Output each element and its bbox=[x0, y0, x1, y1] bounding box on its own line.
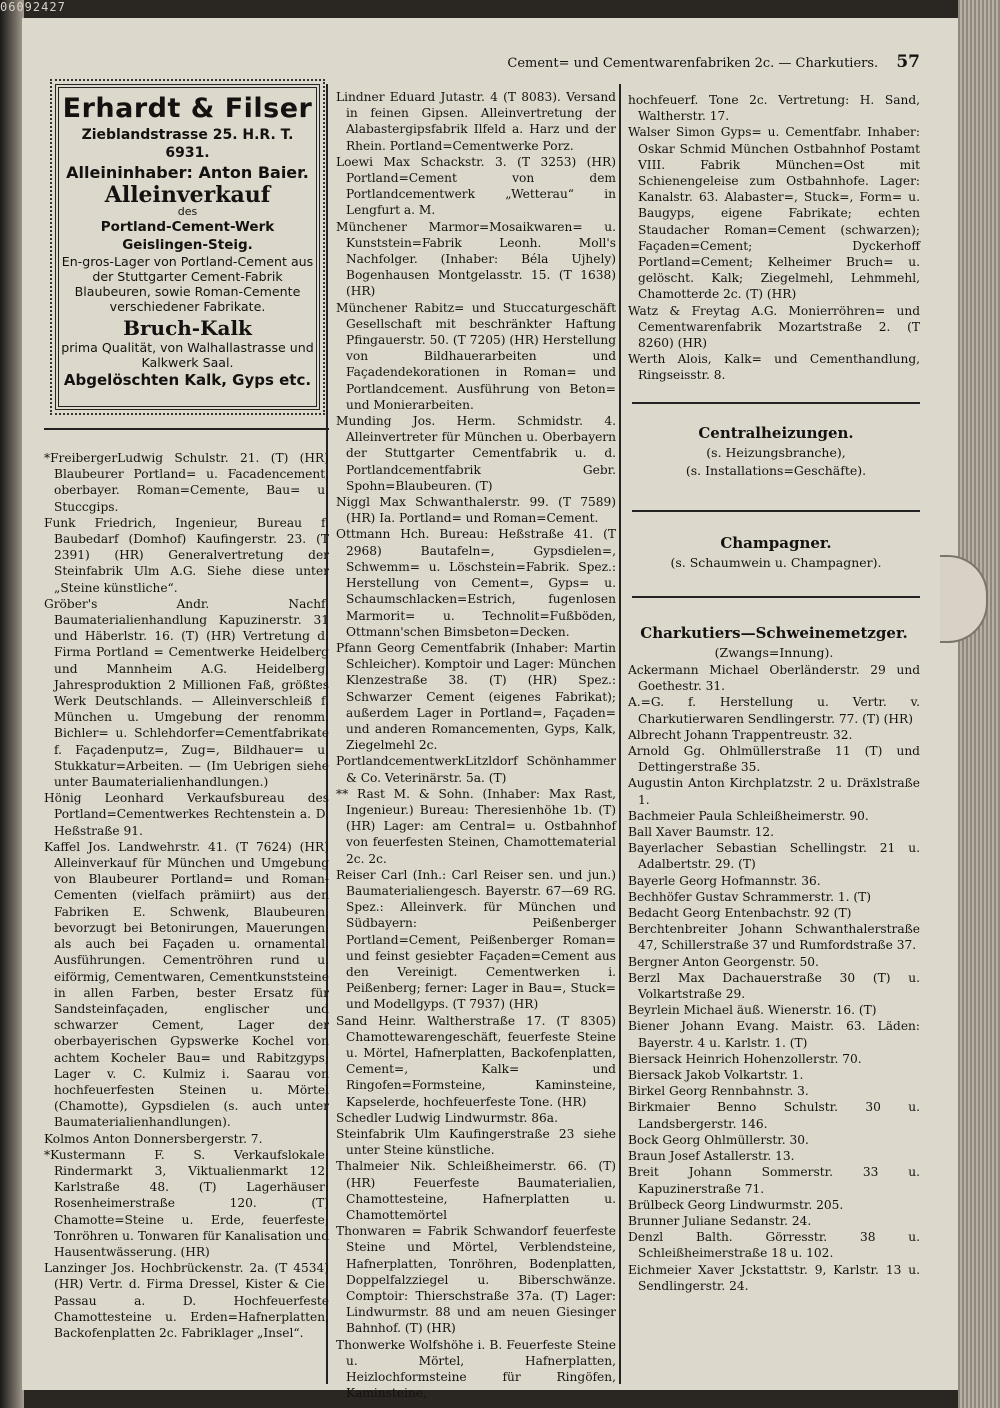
list-item: Pfann Georg Cementfabrik (Inhaber: Martin Schleicher). Komptoir und Lager: München Klenzestraße 38. (T) (HR) Spez.: Schwarzer Cement (eigenes Fabrikat); außerdem Lager in Portland=, Façaden= und anderen Romancementen, Gyps, Kalk, Ziegelmehl 2c. bbox=[336, 640, 616, 753]
list-item: *Kustermann F. S. Verkaufslokale: Rindermarkt 3, Viktualienmarkt 12, Karlstraße 48. (T) Lagerhäuser: Rosenheimerstraße 120. (T) Chamotte=Steine u. Erde, feuerfeste; Tonröhren u. Tonwaren für Kanalisation und Hausentwässerung. (HR) bbox=[44, 1147, 329, 1259]
advertisement-erhardt-filser bbox=[55, 84, 320, 410]
section-title: Champagner. bbox=[720, 534, 832, 552]
list-item: Bechhöfer Gustav Schrammerstr. 1. (T) bbox=[628, 889, 872, 904]
list-item: Kolmos Anton Donnersbergerstr. 7. bbox=[44, 1131, 263, 1146]
right-column-top bbox=[628, 92, 920, 384]
list-item: hochfeuerf. Tone 2c. Vertretung: H. Sand, Waltherstr. 17. bbox=[628, 93, 920, 124]
list-item: Hönig Leonhard Verkaufsbureau des Portland=Cementwerkes Rechtenstein a. D. Heßstraße 91. bbox=[44, 791, 329, 838]
right-rule-2 bbox=[632, 510, 920, 512]
list-item: Loewi Max Schackstr. 3. (T 3253) (HR) Portland=Cement von dem Portlandcementwerk „Wetterau“ in Lengfurt a. M. bbox=[336, 154, 616, 218]
book-gutter-edge bbox=[0, 0, 24, 1408]
section-see-ref: (s. Schaumwein u. Champagner). bbox=[670, 555, 882, 570]
list-item: Berchtenbreiter Johann Schwanthalerstraße 47, Schillerstraße 37 und Rumfordstraße 37. bbox=[628, 922, 920, 953]
list-item: Bayerle Georg Hofmannstr. 36. bbox=[628, 873, 821, 888]
ad-abgeloescht: Abgelöschten Kalk, Gyps etc. bbox=[63, 371, 312, 389]
list-item: Münchener Rabitz= und Stuccaturgeschäft Gesellschaft mit beschränkter Haftung Pfingauerstr. 50. (T 7205) (HR) Herstellung von Bildhauerarbeiten und Façadendekorationen in Roman= und Portlandcement. Ausführung von Beton= und Monierarbeiten. bbox=[336, 300, 616, 412]
page-number: 57 bbox=[896, 52, 920, 72]
right-rule-1 bbox=[632, 402, 920, 404]
ad-body: En-gros-Lager von Portland-Cement aus der Stuttgarter Cement-Fabrik Blaubeuren, sowie Roman-Cemente verschiedener Fabrikate. bbox=[61, 254, 314, 314]
list-item: Lindner Eduard Jutastr. 4 (T 8083). Versand in feinen Gipsen. Alleinvertretung der Alabastergipsfabrik Ilfeld a. Harz und der Rhein. Portland=Cementwerke Porz. bbox=[336, 90, 616, 153]
left-top-rule bbox=[44, 428, 329, 430]
list-item: Kaffel Jos. Landwehrstr. 41. (T 7624) (HR) Alleinverkauf für München und Umgebung von Blaubeurer Portland= und Roman-Cementen (vielfach prämiirt) aus den Fabriken E. Schwenk, Blaubeuren, bevorzugt bei Betonirungen, Mauerungen, als auch bei Façaden u. ornamental. Ausführungen. Cementröhren rund u. eiförmig, Cementwaren, Cementkunststeine in allen Farben, bester Ersatz für Sandsteinfaçaden, englischer und schwarzer Cement, Lager der oberbayerischen Gypswerke Kochel von achtem Kocheler Bau= und Rabitzgyps; Lager v. C. Kulmiz i. Saarau von hochfeuerfesten Steinen u. Mörtel (Chamotte), Gypsdielen (s. auch unter Baumaterialienhandlungen). bbox=[44, 839, 329, 1130]
list-item: Birkmaier Benno Schulstr. 30 u. Landsbergerstr. 146. bbox=[628, 1100, 920, 1131]
ad-des: des bbox=[177, 205, 198, 218]
list-item: Albrecht Johann Trappentreustr. 32. bbox=[628, 727, 853, 742]
list-item: Bock Georg Ohlmüllerstr. 30. bbox=[628, 1132, 809, 1147]
list-item: Berzl Max Dachauerstraße 30 (T) u. Volkartstraße 29. bbox=[628, 970, 920, 1002]
ad-address: Zieblandstrasse 25. H.R. T. 6931. bbox=[81, 127, 294, 161]
list-item: Münchener Marmor=Mosaikwaren= u. Kunststein=Fabrik Leonh. Moll's Nachfolger. (Inhaber: Béla Ujhely) Bogenhausen Montgelasstr. 15. (T 1638) (HR) bbox=[336, 219, 616, 299]
ad-works: Portland-Cement-Werk Geislingen-Steig. bbox=[100, 219, 275, 253]
list-item: Biersack Heinrich Hohenzollerstr. 70. bbox=[628, 1051, 862, 1066]
list-item: Bayerlacher Sebastian Schellingstr. 21 u. Adalbertstr. 29. (T) bbox=[628, 841, 920, 872]
column-divider-right bbox=[619, 84, 621, 1384]
list-item: Funk Friedrich, Ingenieur, Bureau f. Baubedarf (Domhof) Kaufingerstr. 23. (T 2391) (HR) Generalvertretung der Steinfabrik Ulm A.G. Siehe diese unter „Steine künstliche“. bbox=[44, 515, 329, 595]
list-item: Birkel Georg Rennbahnstr. 3. bbox=[628, 1084, 809, 1099]
ad-firm-name: Erhardt & Filser bbox=[62, 93, 313, 124]
section-see-ref: (s. Installations=Geschäfte). bbox=[685, 463, 867, 478]
list-item: Watz & Freytag A.G. Monierröhren= und Cementwarenfabrik Mozartstraße 2. (T 8260) (HR) bbox=[628, 303, 920, 351]
list-item: Walser Simon Gyps= u. Cementfabr. Inhaber: Oskar Schmid München Ostbahnhof Postamt VIII. Fabrik München=Ost mit Schienengeleise zum Ostbahnhofe. Lager: Kanalstr. 63. Alabaster=, Stuck=, Form= u. Baugyps, eigene Fabrikate; echten Staudacher Roman=Cement (schwarzen); Façaden=Cement; Dyckerhoff Portland=Cement; Kelheimer Bruch= u. gelöscht. Kalk; Ziegelmehl, Lehmmehl, Chamotterde 2c. (T) (HR) bbox=[628, 125, 920, 302]
ad-owner: Alleininhaber: Anton Baier. bbox=[66, 163, 309, 182]
list-item: Biersack Jakob Volkartstr. 1. bbox=[628, 1068, 804, 1083]
list-item: Beyrlein Michael äuß. Wienerstr. 16. (T) bbox=[628, 1003, 877, 1018]
list-item: Thonwerke Wolfshöhe i. B. Feuerfeste Steine u. Mörtel, Hafnerplatten, Heizlochformsteine für Ringöfen, Kaminsteine, bbox=[336, 1337, 616, 1401]
list-item: Werth Alois, Kalk= und Cementhandlung, Ringseisstr. 8. bbox=[628, 352, 920, 383]
list-item: Denzl Balth. Görresstr. 38 u. Schleißheimerstraße 18 u. 102. bbox=[628, 1230, 920, 1261]
list-item: Thonwaren = Fabrik Schwandorf feuerfeste Steine und Mörtel, Verblendsteine, Hafnerplatten, Tonröhren, Bodenplatten, Doppelfalzziegel u. Biberschwänze. Comptoir: Thierschstraße 37a. (T) Lager: Lindwurmstr. 88 und am neuen Giesinger Bahnhof. (T) (HR) bbox=[336, 1224, 616, 1336]
list-item: Braun Josef Astallerstr. 13. bbox=[628, 1149, 795, 1164]
list-item: Reiser Carl (Inh.: Carl Reiser sen. und jun.) Baumaterialiengesch. Bayerstr. 67—69 RG. Spez.: Alleinverk. für München und Südbayern: Peißenberger Portland=Cement, Peißenberger Roman= und feinst gesiebter Façaden=Cement aus den Vereinigt. Cementwerken i. Peißenberg; ferner: Lager in Bau=, Stuck= und Modellgyps. (T 7937) (HR) bbox=[336, 867, 616, 1012]
list-item: Bedacht Georg Entenbachstr. 92 (T) bbox=[628, 906, 852, 921]
list-item: Ackermann Michael Oberländerstr. 29 und Goethestr. 31. bbox=[628, 663, 920, 694]
list-item: Ottmann Hch. Bureau: Heßstraße 41. (T 2968) Bautafeln=, Gypsdielen=, Schwemm= u. Löschstein=Fabrik. Spez.: Herstellung von Cement=, Gyps= u. Schaumschlacken=Estrich, fugenlosen Marmorit= u. Technolit=Fußböden, Ottmann'schen Bimsbeton=Decken. bbox=[336, 527, 616, 639]
running-head-text: Cement= und Cementwarenfabriken 2c. — Charkutiers. bbox=[507, 56, 879, 71]
ad-bruch-kalk: Bruch-Kalk bbox=[123, 316, 252, 340]
list-item: Bachmeier Paula Schleißheimerstr. 90. bbox=[628, 808, 869, 823]
list-item: Thalmeier Nik. Schleißheimerstr. 66. (T) (HR) Feuerfeste Baumaterialien, Chamottesteine, Hafnerplatten u. Chamottemörtel bbox=[336, 1159, 616, 1223]
list-item: ** Rast M. & Sohn. (Inhaber: Max Rast, Ingenieur.) Bureau: Theresienhöhe 1b. (T) (HR) Lager: am Central= u. Ostbahnhof von feuerfesten Steinen, Chamottematerial 2c. 2c. bbox=[336, 786, 616, 866]
page-stack-edge bbox=[958, 0, 1000, 1408]
list-item: Lanzinger Jos. Hochbrückenstr. 2a. (T 4534) (HR) Vertr. d. Firma Dressel, Kister & Cie. Passau a. D. Hochfeuerfeste Chamottesteine u. Erden=Hafnerplatten, Backofenplatten 2c. Fabriklager „Insel“. bbox=[44, 1261, 329, 1340]
section-champagne bbox=[632, 532, 920, 572]
section-title: Charkutiers—Schweinemetzger. bbox=[640, 624, 908, 642]
list-item: Brülbeck Georg Lindwurmstr. 205. bbox=[628, 1197, 844, 1212]
scan-id: 06092427 bbox=[0, 0, 66, 14]
list-item: Eichmeier Xaver Jckstattstr. 9, Karlstr. 13 u. Sendlingerstr. 24. bbox=[628, 1262, 920, 1293]
left-column bbox=[44, 450, 329, 1341]
list-item: Gröber's Andr. Nachf. Baumaterialienhandlung Kapuzinerstr. 31 und Häberlstr. 16. (T) (HR) Vertretung d. Firma Portland = Cementwerke Heidelberg und Mannheim A.G. Heidelberg, Jahresproduktion 2 Millionen Faß, größtes Werk Deutschlands. — Alleinverschleiß f. München u. Umgebung der renomm. Bichler= u. Schlehdorfer=Cementfabrikate f. Façadenputz=, Zug=, Bildhauer= u. Stukkatur=Arbeiten. — (Im Uebrigen siehe unter Baumaterialienhandlungen.) bbox=[44, 596, 329, 790]
list-item: Breit Johann Sommerstr. 33 u. Kapuzinerstraße 71. bbox=[628, 1165, 920, 1196]
ad-sale-heading: Alleinverkauf bbox=[104, 182, 271, 208]
list-item: *FreibergerLudwig Schulstr. 21. (T) (HR) Blaubeurer Portland= u. Facadencement, oberbayer. Roman=Cemente, Bau= u. Stuccgips. bbox=[44, 451, 329, 514]
list-item: Munding Jos. Herm. Schmidstr. 4. Alleinvertreter für München u. Oberbayern der Stuttgarter Cementfabrik u. d. Portlandcementfabrik Gebr. Spohn=Blaubeuren. (T) bbox=[336, 414, 616, 493]
section-see-ref: (s. Heizungsbranche), bbox=[706, 445, 846, 460]
section-title: Centralheizungen. bbox=[698, 424, 854, 442]
list-item: Brunner Juliane Sedanstr. 24. bbox=[628, 1213, 812, 1228]
list-item: Sand Heinr. Waltherstraße 17. (T 8305) Chamottewarengeschäft, feuerfeste Steine u. Mörtel, Hafnerplatten, Backofenplatten, Cement=, Kalk= und Ringofen=Formsteine, Kaminsteine, Kapselerde, hochfeuerfeste Tone. (HR) bbox=[336, 1013, 616, 1109]
ad-prima: prima Qualität, von Walhallastrasse und Kalkwerk Saal. bbox=[61, 340, 314, 370]
list-item: Bergner Anton Georgenstr. 50. bbox=[628, 954, 819, 969]
list-item: Niggl Max Schwanthalerstr. 99. (T 7589) (HR) Ia. Portland= und Roman=Cement. bbox=[336, 495, 616, 526]
right-rule-3 bbox=[632, 596, 920, 598]
list-item: PortlandcementwerkLitzldorf Schönhammer & Co. Veterinärstr. 5a. (T) bbox=[336, 754, 616, 785]
list-item: Augustin Anton Kirchplatzstr. 2 u. Dräxlstraße 1. bbox=[628, 776, 920, 807]
list-item: Biener Johann Evang. Maistr. 63. Läden: Bayerstr. 4 u. Karlstr. 1. (T) bbox=[628, 1019, 920, 1050]
middle-column bbox=[336, 89, 616, 1401]
list-item: Arnold Gg. Ohlmüllerstraße 11 (T) und Dettingerstraße 35. bbox=[628, 744, 920, 775]
section-charkutiers bbox=[628, 622, 920, 1294]
list-item: Ball Xaver Baumstr. 12. bbox=[628, 825, 775, 840]
list-item: Steinfabrik Ulm Kaufingerstraße 23 siehe unter Steine künstliche. bbox=[336, 1127, 616, 1158]
list-item: Schedler Ludwig Lindwurmstr. 86a. bbox=[336, 1110, 558, 1125]
section-central-heating bbox=[632, 422, 920, 480]
list-item: A.=G. f. Herstellung u. Vertr. v. Charkutierwaren Sendlingerstr. 77. (T) (HR) bbox=[628, 695, 920, 726]
running-head bbox=[500, 52, 920, 76]
section-subtitle: (Zwangs=Innung). bbox=[714, 645, 834, 660]
